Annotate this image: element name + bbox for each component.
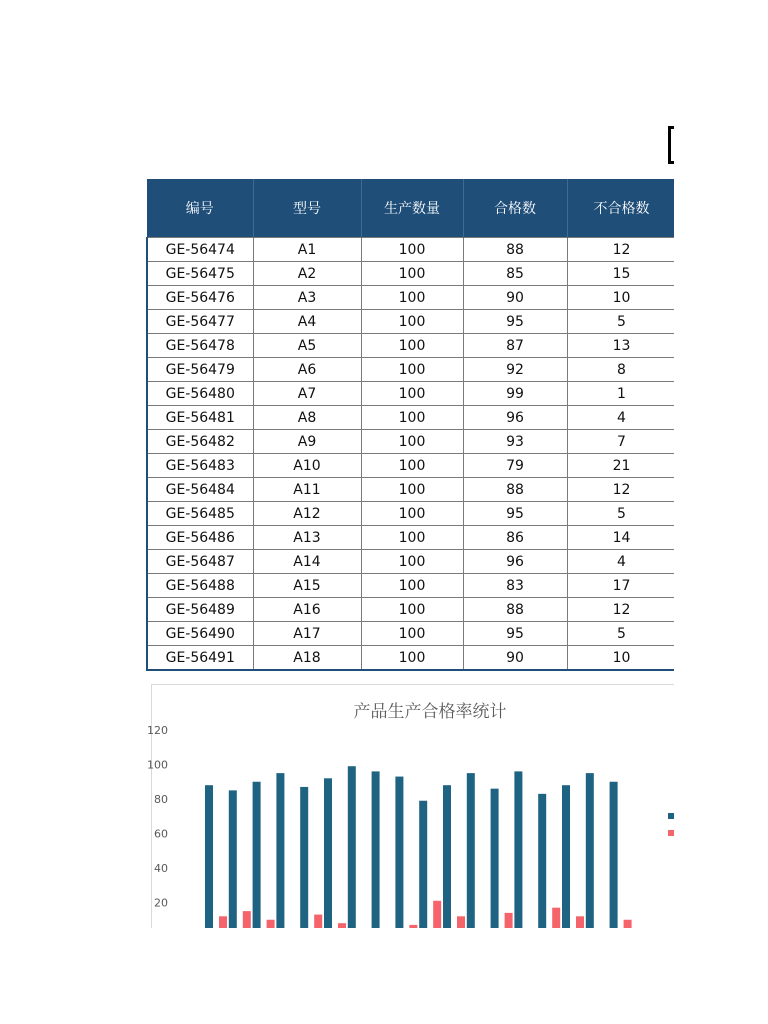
y-tick-label: 80 [154,793,168,806]
table-cell: 100 [361,406,463,430]
header-id: 编号 [147,179,253,238]
table-cell: 95 [463,502,567,526]
table-cell: A2 [253,262,361,286]
table-cell: 100 [361,598,463,622]
table-cell: A17 [253,622,361,646]
bar-passed [300,787,308,928]
table-cell: A13 [253,526,361,550]
table-cell: GE-56477 [147,310,253,334]
bar-passed [372,771,380,928]
table-cell: 100 [361,334,463,358]
y-tick-label: 120 [147,724,168,737]
table-cell: 88 [463,598,567,622]
table-cell: 100 [361,286,463,310]
table-cell: 100 [361,454,463,478]
table-cell: 90 [463,286,567,310]
bar-passed [514,771,522,928]
legend-marker [668,813,674,819]
table-cell: 100 [361,382,463,406]
bar-passed [253,782,261,928]
table-cell: GE-56491 [147,646,253,671]
table-cell: 12 [567,478,674,502]
table-cell: 14 [567,526,674,550]
table-cell: 15 [567,262,674,286]
table-cell: A6 [253,358,361,382]
table-cell: 12 [567,598,674,622]
table-cell: 83 [463,574,567,598]
table-cell: GE-56480 [147,382,253,406]
table-cell: A3 [253,286,361,310]
bar-failed [243,911,251,928]
chart-title: 产品生产合格率统计 [353,702,507,722]
bar-failed [552,908,560,928]
table-cell: GE-56478 [147,334,253,358]
bar-passed [467,773,475,928]
bar-passed [229,790,237,928]
table-cell: 17 [567,574,674,598]
bar-passed [205,785,213,928]
bar-failed [409,925,417,928]
table-cell: GE-56486 [147,526,253,550]
table-cell: 100 [361,526,463,550]
table-cell: A16 [253,598,361,622]
bar-passed [491,789,499,928]
table-cell: GE-56487 [147,550,253,574]
table-cell: A8 [253,406,361,430]
table-cell: A5 [253,334,361,358]
bar-failed [457,916,465,928]
table-cell: 1 [567,382,674,406]
table-cell: 12 [567,238,674,262]
bar-passed [395,777,403,928]
table-cell: 100 [361,574,463,598]
bar-failed [267,920,275,928]
bar-failed [219,916,227,928]
header-model: 型号 [253,179,361,238]
table-cell: A11 [253,478,361,502]
table-cell: 79 [463,454,567,478]
table-cell: 96 [463,550,567,574]
table-cell: A15 [253,574,361,598]
header-quantity: 生产数量 [361,179,463,238]
table-cell: 100 [361,430,463,454]
table-cell: GE-56484 [147,478,253,502]
legend-marker [668,830,674,836]
y-tick-label: 40 [154,862,168,875]
table-cell: A10 [253,454,361,478]
bar-failed [576,916,584,928]
table-cell: GE-56479 [147,358,253,382]
table-cell: A1 [253,238,361,262]
y-tick-label: 20 [154,896,168,910]
table-cell: 4 [567,550,674,574]
bar-passed [419,801,427,928]
table-cell: 88 [463,478,567,502]
table-cell: 4 [567,406,674,430]
table-cell: GE-56483 [147,454,253,478]
table-cell: 92 [463,358,567,382]
table-cell: 95 [463,310,567,334]
bar-failed [433,901,441,928]
bar-passed [443,785,451,928]
table-cell: 100 [361,622,463,646]
bar-passed [610,782,618,928]
table-cell: 95 [463,622,567,646]
table-cell: A4 [253,310,361,334]
table-cell: GE-56488 [147,574,253,598]
table-cell: 88 [463,238,567,262]
table-cell: 10 [567,286,674,310]
table-cell: 96 [463,406,567,430]
table-cell: 21 [567,454,674,478]
bar-passed [562,785,570,928]
header-failed: 不合格数 [567,179,674,238]
header-passed: 合格数 [463,179,567,238]
table-cell: 10 [567,646,674,671]
y-tick-label: 100 [147,758,168,772]
table-cell: 85 [463,262,567,286]
table-cell: GE-56490 [147,622,253,646]
table-cell: 13 [567,334,674,358]
table-cell: 87 [463,334,567,358]
table-cell: 93 [463,430,567,454]
table-cell: GE-56476 [147,286,253,310]
table-cell: GE-56474 [147,238,253,262]
bar-failed [505,913,513,928]
table-cell: 100 [361,238,463,262]
table-cell: 86 [463,526,567,550]
table-cell: 99 [463,382,567,406]
table-cell: A7 [253,382,361,406]
table-cell: A14 [253,550,361,574]
bar-passed [276,773,284,928]
y-tick-label: 60 [154,827,168,841]
table-cell: A12 [253,502,361,526]
table-cell: GE-56489 [147,598,253,622]
table-cell: 100 [361,646,463,671]
bar-failed [624,920,632,928]
bar-passed [538,794,546,928]
table-cell: 5 [567,310,674,334]
table-cell: 100 [361,550,463,574]
bar-passed [586,773,594,928]
table-cell: GE-56475 [147,262,253,286]
table-cell: A9 [253,430,361,454]
bar-failed [314,915,322,928]
table-cell: 100 [361,310,463,334]
bar-passed [348,766,356,928]
table-cell: GE-56481 [147,406,253,430]
bar-passed [324,778,332,928]
table-cell: A18 [253,646,361,671]
table-cell: 100 [361,262,463,286]
table-cell: 5 [567,502,674,526]
table-cell: 100 [361,502,463,526]
table-cell: 7 [567,430,674,454]
table-cell: 100 [361,478,463,502]
table-cell: 90 [463,646,567,671]
bar-failed [338,923,346,928]
table-cell: GE-56485 [147,502,253,526]
table-cell: GE-56482 [147,430,253,454]
table-cell: 100 [361,358,463,382]
table-cell: 5 [567,622,674,646]
table-cell: 8 [567,358,674,382]
